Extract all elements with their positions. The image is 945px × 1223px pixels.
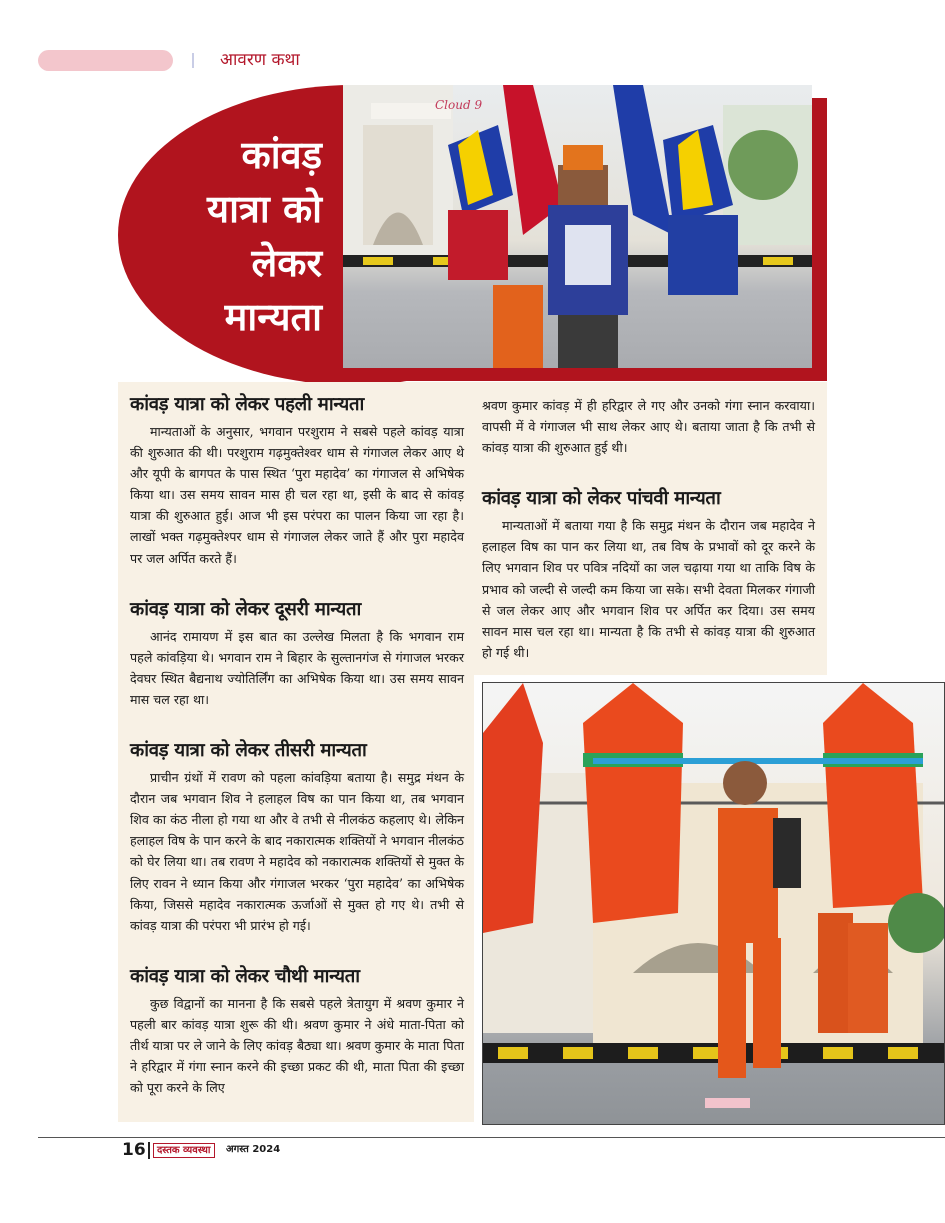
hero-photo-kanwariya <box>343 85 812 368</box>
section-paragraph: कुछ विद्वानों का मानना है कि सबसे पहले त्रेतायुग में श्रवण कुमार ने पहली बार कांवड़ यात्रा शुरू की थी। श्रवण कुमार ने अंधे माता-पिता को तीर्थ यात्रा पर ले जाने के लिए कांवड़ बैठ्या था। श्रवण कुमार के माता पिता ने हरिद्वार में गंगा स्नान करने की इच्छा प्रकट की थी, माता पिता की इच्छा को पूरा करने के लिए <box>130 995 465 1096</box>
section-heading: कांवड़ यात्रा को लेकर पांचवी मान्यता <box>482 488 721 510</box>
section-heading: कांवड़ यात्रा को लेकर चौथी मान्यता <box>130 965 360 987</box>
article-column-right <box>482 395 815 663</box>
magazine-logo: दस्तक व्यवस्था <box>153 1143 215 1158</box>
section-heading: कांवड़ यात्रा को लेकर तीसरी मान्यता <box>130 740 367 762</box>
section-paragraph: मान्यताओं के अनुसार, भगवान परशुराम ने सबसे पहले कांवड़ यात्रा की शुरुआत की थी। परशुराम गढ़मुक्तेश्वर धाम से गंगाजल लेकर आए थे और यूपी के बागपत के पास स्थित ‘पुरा महादेव’ का गंगाजल से अभिषेक किया था। उस समय सावन मास ही चल रहा था, इसी के बाद से कांवड़ यात्रा की शुरुआत हुई। आज भी इस परंपरा का पालन किया जा रहा है। लाखों भक्त गढ़मुक्तेश्पर धाम से गंगाजल लेकर जाते हैं और पुरा महादेव पर जल अर्पित करते हैं। <box>130 424 464 566</box>
footer-rule <box>38 1137 945 1138</box>
photo-kanwariya-procession <box>482 682 945 1125</box>
hero-title-line: कांवड़ <box>241 133 322 177</box>
header-divider <box>192 53 194 68</box>
section-paragraph: आनंद रामायण में इस बात का उल्लेख मिलता है कि भगवान राम पहले कांवड़िया थे। भगवान राम ने बिहार के सुल्तानगंज से गंगाजल भरकर देवघर स्थित बैद्यनाथ ज्योतिर्लिंग का अभिषेक किया था। उस समय सावन मास चल रहा था। <box>130 628 464 707</box>
section-paragraph: प्राचीन ग्रंथों में रावण को पहला कांवड़िया बताया है। समुद्र मंथन के दौरान जब भगवान शिव ने हलाहल विष का पान किया था, तब भगवान शिव का कंठ नीला हो गया था और वे तभी से नीलकंठ कहलाए थे। लेकिन हलाहल विष के पान करने के बाद नकारात्मक शक्तियों ने भगवान नीलकंठ को घेर लिया था। तब रावण ने महादेव को नकारात्मक शक्तियों से मुक्त के लिए रावन ने ध्यान किया और गंगाजल भरकर ‘पुरा महादेव’ का अभिषेक किया, जिससे महादेव नकारात्मक ऊर्जाओं से मुक्त हो गए थे। तभी से कांवड़ यात्रा की परंपरा भी प्रारंभ हो गई। <box>130 770 464 933</box>
hero-title <box>150 128 322 344</box>
section-label: आवरण कथा <box>220 50 300 70</box>
page-number: 16 <box>122 1140 146 1160</box>
article-column-left <box>130 392 464 1098</box>
hero-title-line: लेकर <box>251 241 322 285</box>
section-heading: कांवड़ यात्रा को लेकर दूसरी मान्यता <box>130 598 361 620</box>
header-pill <box>38 50 173 71</box>
hero-title-line: यात्रा को <box>207 187 322 231</box>
hero-title-line: मान्यता <box>224 295 322 339</box>
continued-paragraph: श्रवण कुमार कांवड़ में ही हरिद्वार ले गए और उनको गंगा स्नान करवाया। वापसी में वे गंगाजल भी साथ लेकर आए थे। बताया जाता है कि तभी से कांवड़ यात्रा की शुरुआत हुई थी। <box>482 398 815 456</box>
sign-text: Cloud 9 <box>435 98 483 112</box>
footer-divider <box>148 1142 150 1159</box>
section-heading: कांवड़ यात्रा को लेकर पहली मान्यता <box>130 394 364 415</box>
section-paragraph: मान्यताओं में बताया गया है कि समुद्र मंथन के दौरान जब महादेव ने हलाहल विष का पान कर लिया था, तब विष के प्रभावों को दूर करने के लिए भगवान शिव पर पवित्र नदियों का जल चढ़ाया गया था ताकि विष के प्रभाव को जल्दी से जल्दी कम किया जा सके। सभी देवता मिलकर गंगाजी से जल लेकर आए और भगवान शिव पर अर्पित कर दिया। उस समय सावन मास चल रहा था। मान्यता है कि तभी से कांवड़ यात्रा की शुरुआत हो गई थी। <box>482 518 815 660</box>
issue-date: अगस्त 2024 <box>226 1144 281 1155</box>
